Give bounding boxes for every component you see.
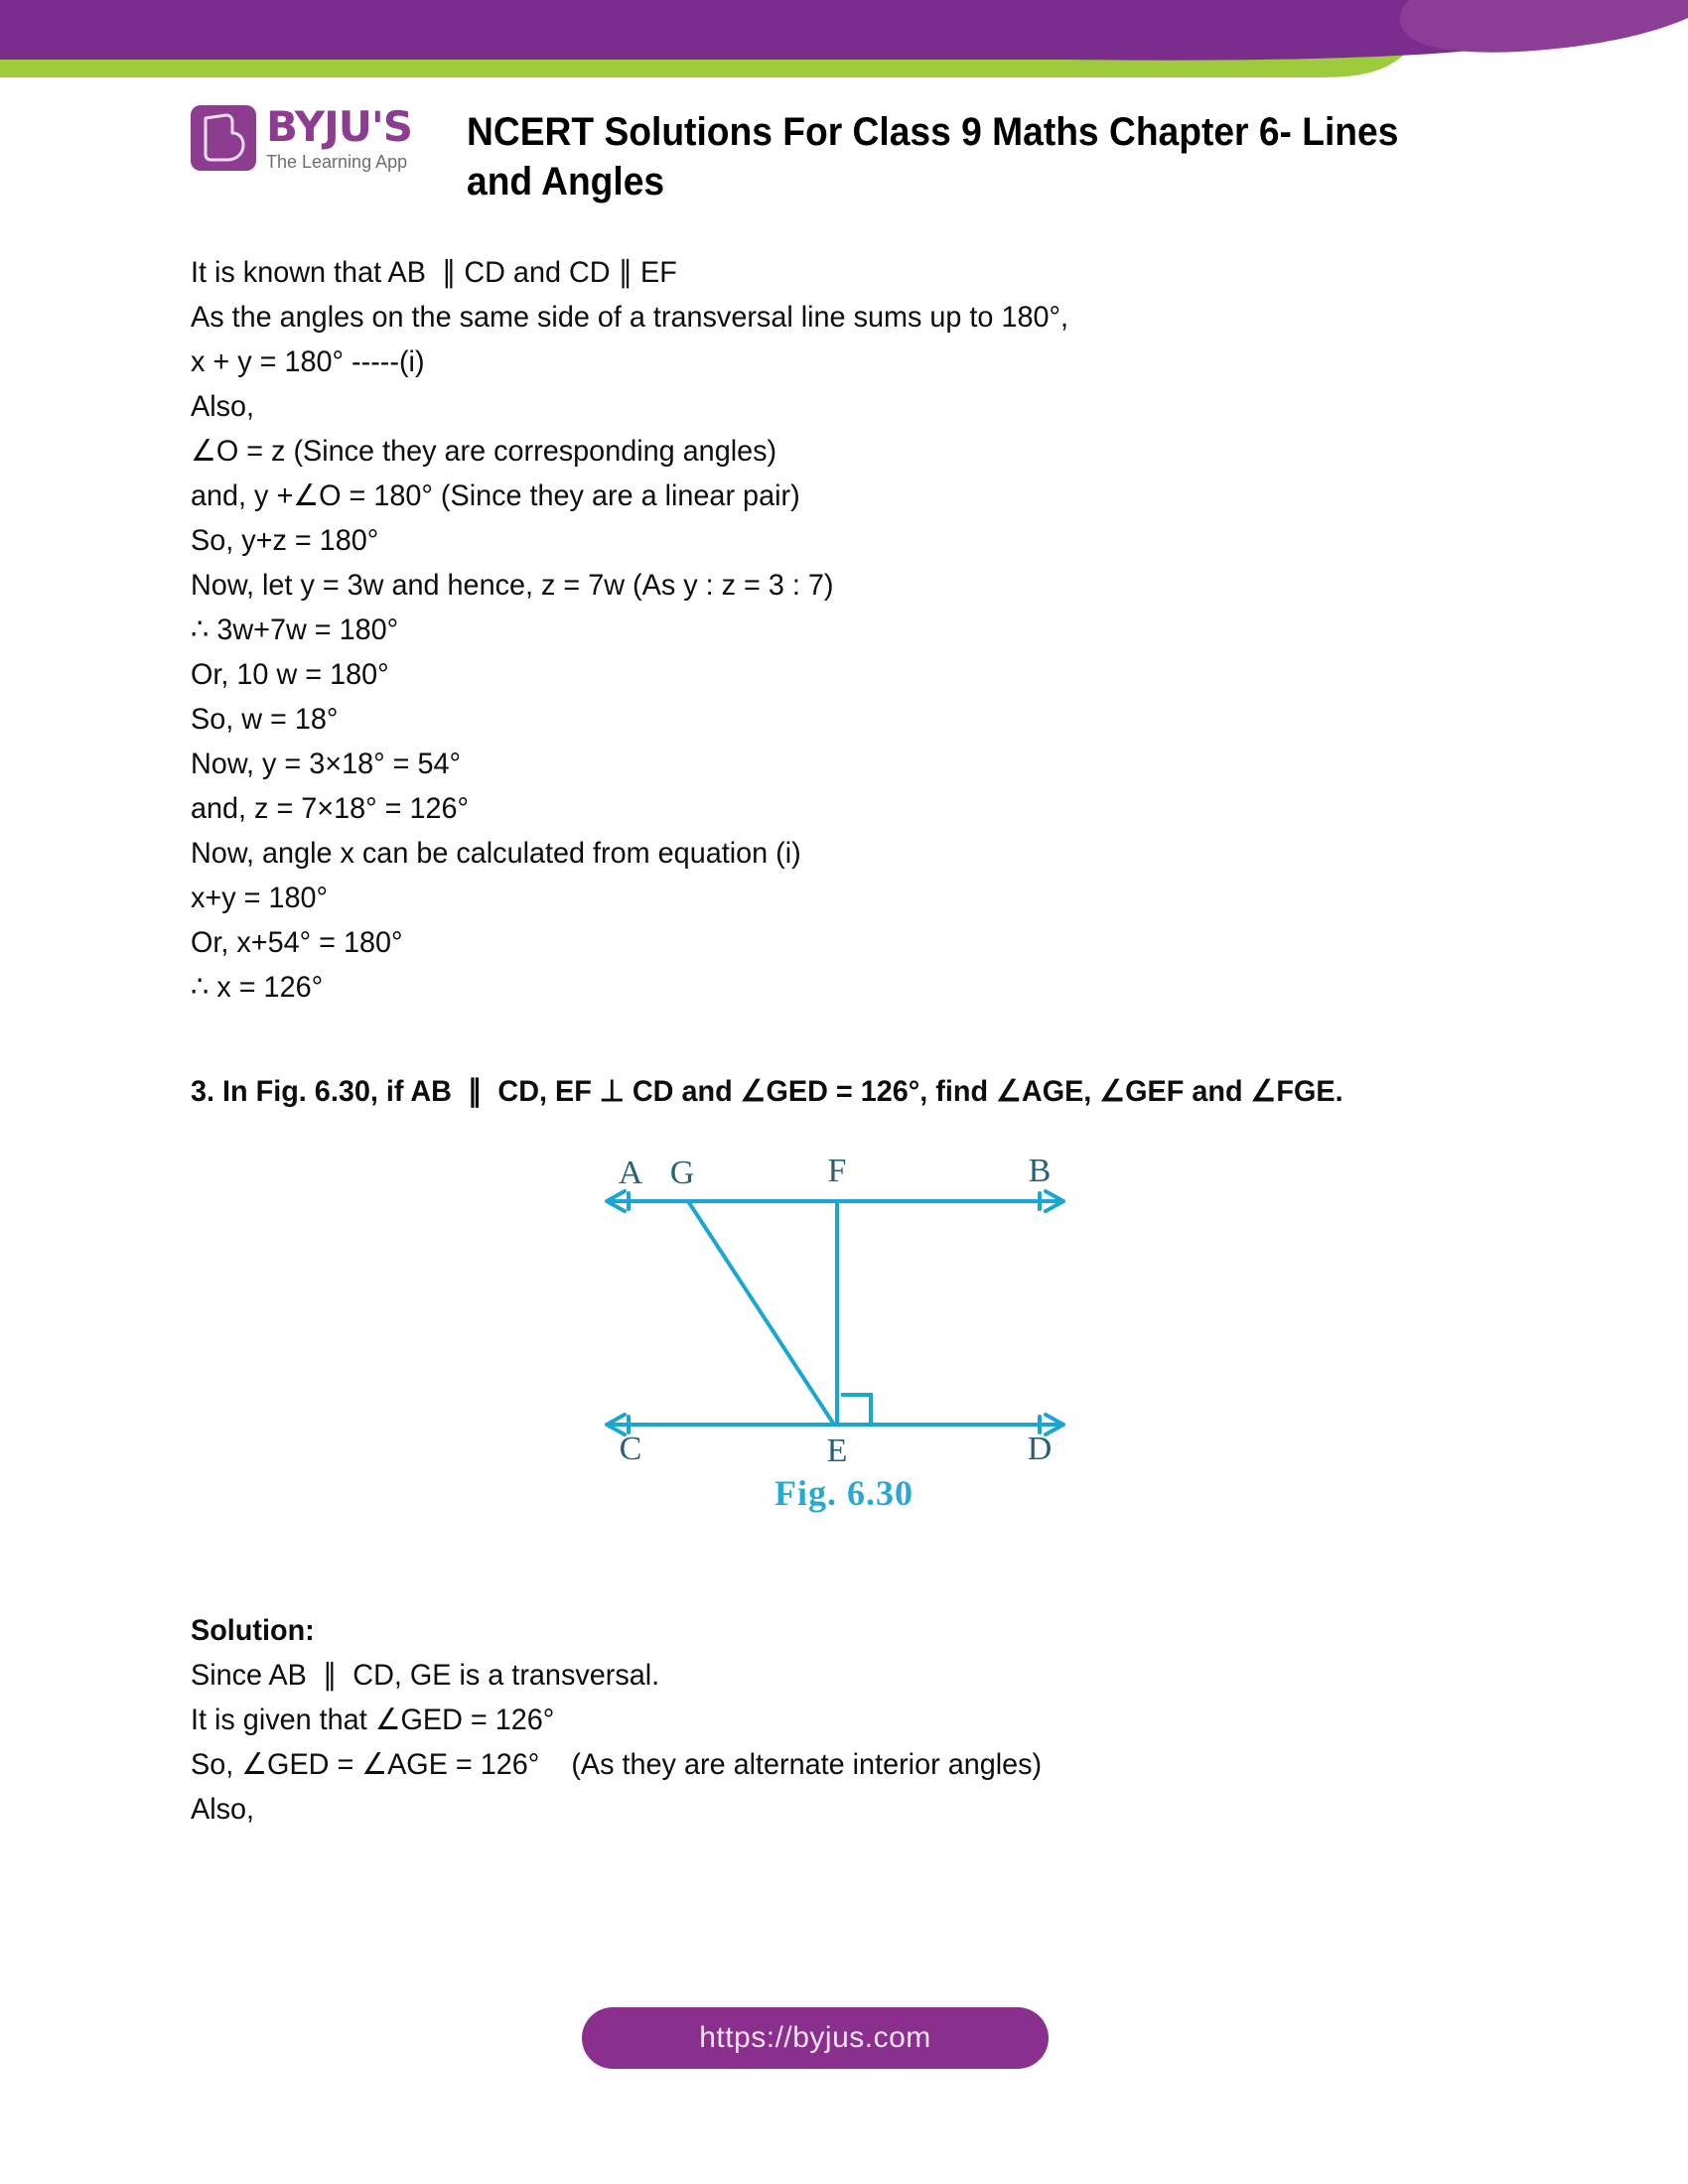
question-heading: 3. In Fig. 6.30, if AB ∥ CD, EF ⊥ CD and ∠GED = 126°, find ∠AGE, ∠GEF and ∠FGE. bbox=[191, 1075, 1343, 1108]
body-line: ∠O = z (Since they are corresponding angles) bbox=[191, 435, 777, 468]
body-line: So, w = 18° bbox=[191, 703, 339, 736]
figure-label-e: E bbox=[826, 1433, 848, 1469]
byjus-url-button[interactable] bbox=[582, 2007, 1049, 2069]
document-body bbox=[191, 250, 1511, 1114]
byjus-logo-name: BYJU'S bbox=[266, 101, 412, 151]
header-purple-lobe bbox=[1400, 0, 1688, 53]
body-line: As the angles on the same side of a transversal line sums up to 180°, bbox=[191, 301, 1069, 334]
body-line: ∴ x = 126° bbox=[191, 971, 324, 1004]
body-line: Or, 10 w = 180° bbox=[191, 658, 389, 691]
figure-label-a: A bbox=[618, 1155, 643, 1191]
line-ge bbox=[688, 1201, 834, 1425]
solution-heading: Solution: bbox=[191, 1614, 315, 1647]
body-line: and, z = 7×18° = 126° bbox=[191, 792, 470, 825]
solution-line: Since AB ∥ CD, GE is a transversal. bbox=[191, 1659, 660, 1692]
body-line: Now, y = 3×18° = 54° bbox=[191, 748, 462, 780]
body-line: Or, x+54° = 180° bbox=[191, 926, 403, 959]
body-line: Now, angle x can be calculated from equation (i) bbox=[191, 837, 801, 870]
figure-caption: Fig. 6.30 bbox=[774, 1473, 914, 1513]
solution-section bbox=[191, 1608, 1511, 1832]
figure-6-30-drawing bbox=[591, 1152, 1097, 1469]
byjus-logo-tagline: The Learning App bbox=[266, 151, 408, 172]
header-decoration-banner bbox=[0, 0, 1688, 79]
body-line: and, y +∠O = 180° (Since they are a linear pair) bbox=[191, 479, 800, 512]
byjus-logo bbox=[191, 97, 439, 179]
body-line: Now, let y = 3w and hence, z = 7w (As y : z = 3 : 7) bbox=[191, 569, 834, 602]
figure-label-f: F bbox=[827, 1153, 847, 1189]
solution-line: So, ∠GED = ∠AGE = 126° (As they are alternate interior angles) bbox=[191, 1748, 1043, 1781]
right-angle-marker bbox=[841, 1395, 871, 1425]
body-line: x + y = 180° -----(i) bbox=[191, 345, 425, 378]
solution-continuation-block bbox=[191, 250, 1511, 1010]
body-line: ∴ 3w+7w = 180° bbox=[191, 614, 399, 646]
body-line: Also, bbox=[191, 390, 255, 423]
figure-label-c: C bbox=[619, 1431, 642, 1467]
byjus-logo-text bbox=[266, 101, 412, 172]
section-spacer bbox=[191, 1010, 1511, 1069]
body-line: x+y = 180° bbox=[191, 882, 329, 914]
solution-line: Also, bbox=[191, 1793, 255, 1826]
figure-label-g: G bbox=[669, 1155, 695, 1191]
solution-line: It is given that ∠GED = 126° bbox=[191, 1704, 555, 1736]
byjus-logo-mark-icon bbox=[191, 105, 256, 171]
page-title: NCERT Solutions For Class 9 Maths Chapter 6- Lines and Angles bbox=[467, 110, 1399, 205]
figure-label-d: D bbox=[1027, 1431, 1053, 1467]
byjus-url-label: https://byjus.com bbox=[699, 2021, 931, 2054]
body-line: It is known that AB ∥ CD and CD ∥ EF bbox=[191, 256, 677, 289]
body-line: So, y+z = 180° bbox=[191, 524, 379, 557]
figure-label-b: B bbox=[1028, 1153, 1052, 1189]
